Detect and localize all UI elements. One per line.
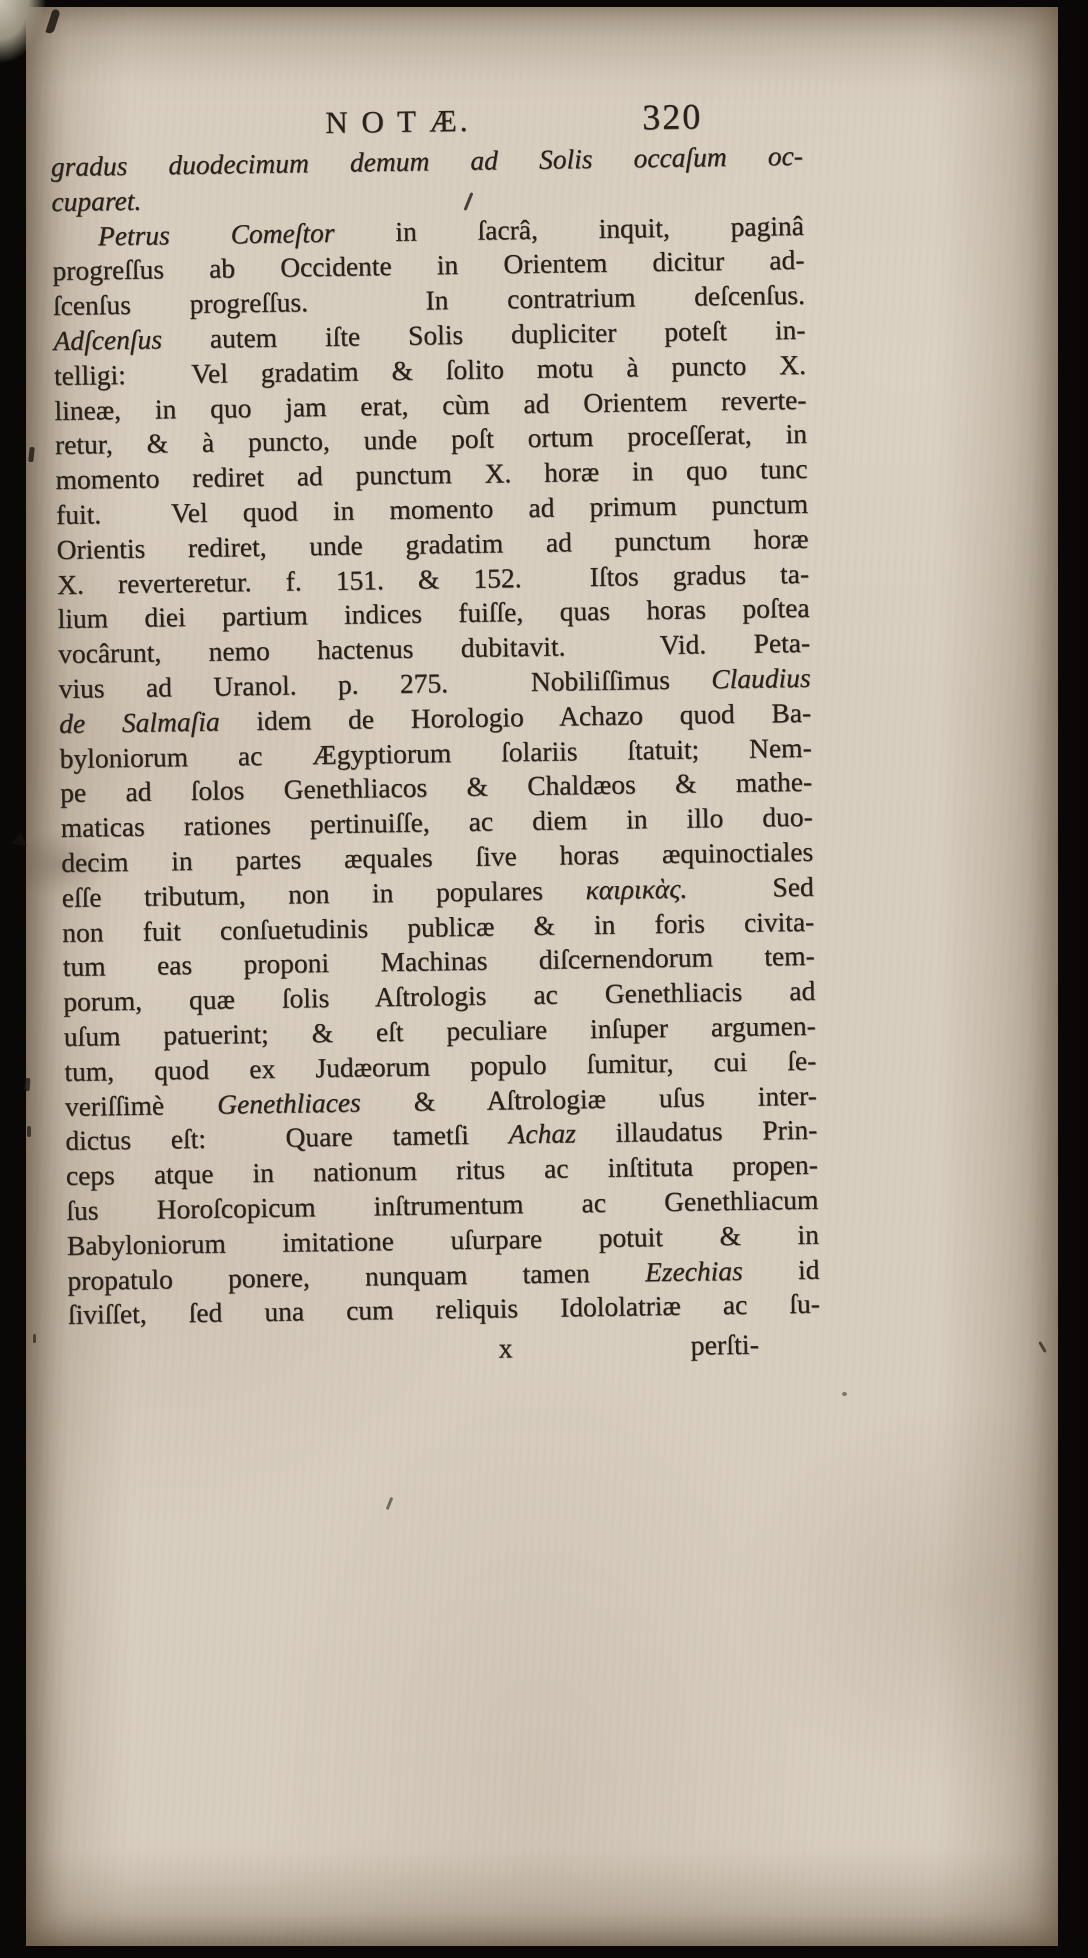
margin-ink-mark (33, 1334, 36, 1343)
roman-text: telligi: Vel gradatim & ſolito motu à puncto X. (53, 348, 807, 391)
roman-text: maticas rationes pertinuiſſe, ac diem in illo duo- (60, 800, 813, 844)
roman-text: vius ad Uranol. p. 275. Nobiliſſimus (58, 663, 712, 704)
italic-text: de Salmaſia (58, 705, 220, 739)
margin-ink-mark (25, 1078, 31, 1091)
roman-text: in ſacrâ, inquit, paginâ (334, 209, 805, 248)
roman-text: non fuit conſuetudinis publicæ & in foris civita- (62, 905, 815, 948)
roman-text: ſcenſus progreſſus. In contratrium deſcenſus. (52, 279, 806, 322)
roman-text: & Aſtrologiæ uſus inter- (360, 1079, 817, 1118)
italic-text: cuparet. (51, 184, 142, 217)
roman-text: dictus eſt: Quare tametſi (65, 1118, 509, 1157)
italic-text: Petrus Comeſtor (97, 216, 335, 251)
roman-text: ceps atque in nationum ritus ac inſtituta propen- (65, 1148, 818, 1191)
roman-text: pe ad ſolos Genethliacos & Chaldæos & mathe- (59, 766, 813, 809)
roman-text: momento rediret ad punctum X. horæ in quo tunc (55, 452, 808, 496)
margin-caret-mark (11, 831, 29, 847)
roman-text: eſſe tributum, non in populares (61, 873, 586, 913)
italic-text: Genethliaces (216, 1086, 361, 1120)
roman-text: autem iſte Solis dupliciter poteſt in- (161, 313, 806, 355)
roman-text: id (742, 1253, 820, 1286)
ink-speck (842, 1392, 847, 1396)
roman-text: ſus Horoſcopicum inſtrumentum ac Genethliacum (66, 1183, 819, 1226)
roman-text: propatulo ponere, nunquam tamen (67, 1255, 646, 1296)
roman-text: uſum patuerint; & eſt peculiare inſuper argumen- (63, 1009, 816, 1052)
roman-text: X. reverteretur. f. 151. & 152. Iſtos gradus ta- (56, 557, 810, 600)
roman-text: tum eas proponi Machinas diſcernendorum tem- (62, 940, 815, 983)
roman-text: idem de Horologio Achazo quod Ba- (219, 696, 812, 737)
margin-ink-mark (27, 1126, 31, 1137)
roman-text: lium diei partium indices fuiſſe, quas horas poſtea (57, 592, 810, 635)
page-number: 320 (641, 96, 703, 138)
catchword: perſti- (690, 1329, 760, 1362)
roman-text: Orientis rediret, unde gradatim ad punctum horæ (56, 522, 809, 565)
italic-text: Claudius (710, 661, 811, 695)
signature-row (68, 1329, 821, 1380)
italic-text: καιρικὰς. (585, 872, 688, 905)
roman-text: Sed (687, 870, 814, 904)
roman-text: vocârunt, nemo hactenus dubitavit. Vid. Peta- (57, 626, 811, 670)
italic-text: Achaz (508, 1117, 577, 1150)
roman-text: tum, quod ex Judæorum populo ſumitur, cui ſe- (64, 1044, 817, 1087)
roman-text: illaudatus Prin- (575, 1114, 818, 1149)
roman-text: byloniorum ac Ægyptiorum ſolariis ſtatuit; Nem- (59, 731, 812, 774)
roman-text: Babyloniorum imitatione uſurpare potuit & in (66, 1218, 820, 1261)
roman-text: fuit. Vel quod in momento ad primum punctum (55, 487, 809, 530)
signature-mark: x (498, 1333, 513, 1365)
roman-text: porum, quæ ſolis Aſtrologis ac Genethliacis ad (63, 974, 816, 1018)
italic-text: Ezechias (644, 1254, 743, 1287)
text-block (51, 139, 820, 1333)
roman-text: progreſſus ab Occidente in Orientem dicitur ad- (52, 244, 805, 287)
roman-text: retur, & à puncto, unde poſt ortum proceſſerat, in (54, 418, 808, 461)
italic-text: gradus duodecimum demum ad Solis occaſum oc- (50, 139, 804, 182)
roman-text: decim in partes æquales ſive horas æquinoctiales (60, 835, 814, 878)
page-content (50, 96, 821, 1380)
roman-text: veriſſimè (64, 1088, 218, 1122)
page-title: N O T Æ. (324, 102, 471, 140)
book-page (26, 7, 1058, 1946)
roman-text: ſiviſſet, ſed una cum reliquis Idololatriæ ac ſu- (67, 1288, 821, 1331)
italic-text: Adſcenſus (53, 323, 163, 356)
roman-text: lineæ, in quo jam erat, cùm ad Orientem reverte- (54, 383, 807, 426)
